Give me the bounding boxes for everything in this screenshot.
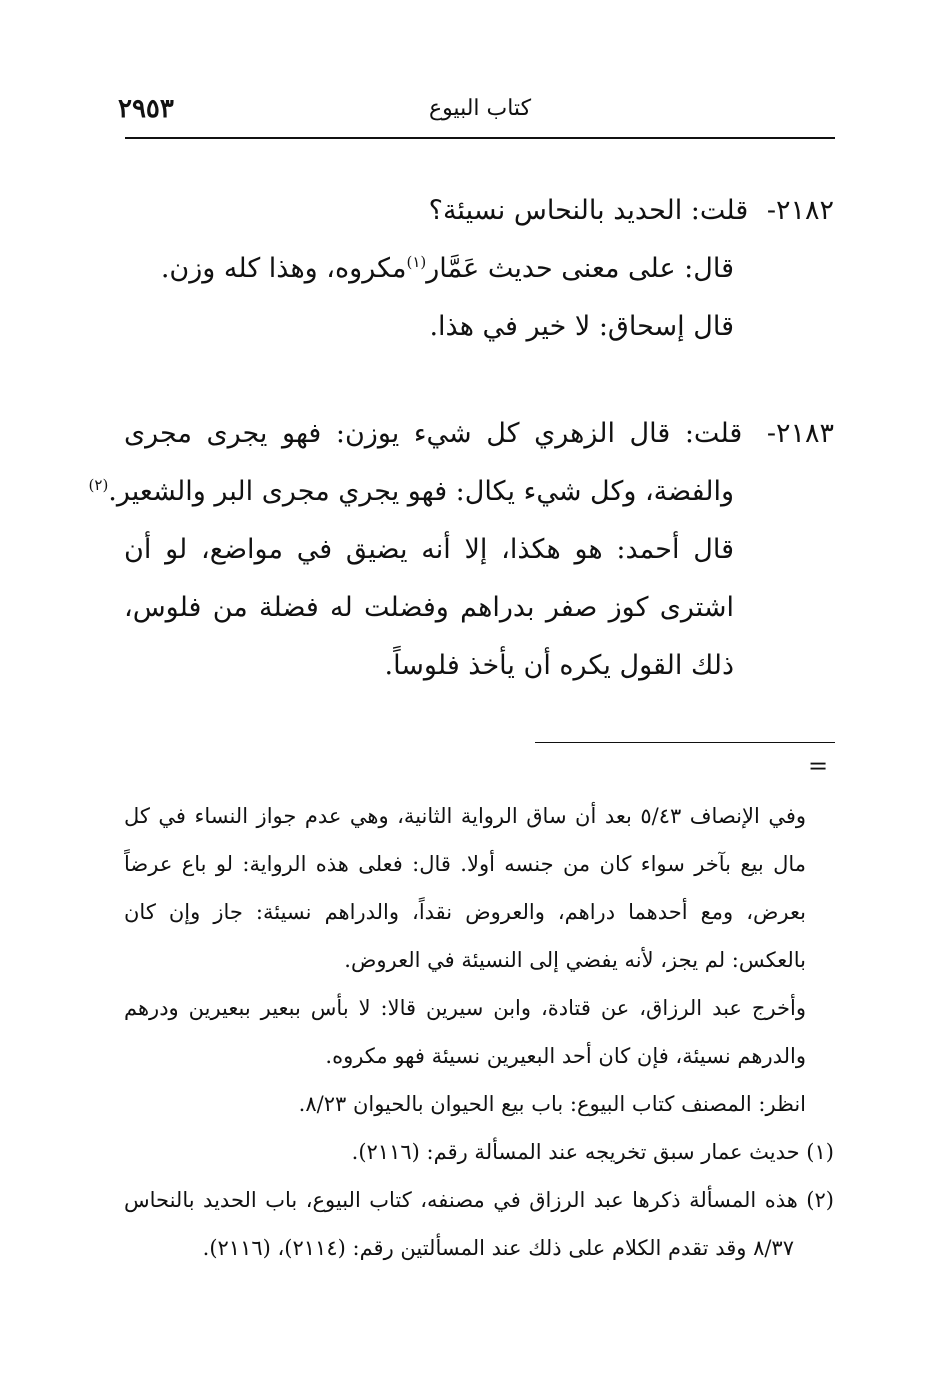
entry-line: قال أحمد: هو هكذا، إلا أنه يضيق في مواضع، لو أن: [124, 534, 734, 565]
header-rule: [125, 137, 835, 139]
entry-line: اشترى كوز صفر بدراهم وفضلت له فضلة من فلوس،: [124, 592, 734, 623]
entry-text: قال: على معنى حديث عَمَّار: [426, 253, 734, 284]
entry-2183: [88, 405, 834, 695]
entry-line: [124, 405, 834, 463]
entry-number: ٢١٨٢-: [766, 195, 834, 226]
entry-line: ذلك القول يكره أن يأخذ فلوساً.: [384, 650, 734, 681]
footnote-line: (١) حديث عمار سبق تخريجه عند المسألة رقم: (٢١١٦).: [351, 1140, 834, 1164]
footnote-line: ٨/٣٧ وقد تقدم الكلام على ذلك عند المسألتين رقم: (٢١١٤)، (٢١١٦).: [202, 1236, 794, 1260]
entry-line: [88, 463, 834, 521]
footnote-line: وأخرج عبد الرزاق، عن قتادة، وابن سيرين قالا: لا بأس ببعير ببعيرين ودرهم: [124, 996, 806, 1020]
entry-line: [124, 240, 834, 298]
footnote-ref: (٢): [88, 476, 109, 494]
entry-2182: [124, 182, 834, 356]
footnote-continuation-mark: =: [808, 752, 829, 780]
entry-line: قال إسحاق: لا خير في هذا.: [429, 311, 734, 342]
footnote-ref: (١): [406, 253, 427, 271]
footnote-line: وفي الإنصاف ٥/٤٣ بعد أن ساق الرواية الثانية، وهي عدم جواز النساء في كل: [124, 804, 807, 828]
footnote-line: انظر: المصنف كتاب البيوع: باب بيع الحيوان بالحيوان ٨/٢٣.: [298, 1092, 806, 1116]
entry-text: والفضة، وكل شيء يكال: فهو يجري مجرى البر والشعير.: [108, 476, 734, 507]
footnotes: [124, 792, 834, 1272]
entry-text: قلت: الحديد بالنحاس نسيئة؟: [428, 195, 749, 226]
footnote-line: بعرض، ومع أحدهما دراهم، والعروض نقداً، والدراهم نسيئة: جاز وإن كان: [124, 900, 806, 924]
footnote-line: بالعكس: لم يجز، لأنه يفضي إلى النسيئة في العروض.: [344, 948, 806, 972]
page-number: ٢٩٥٣: [118, 94, 174, 124]
entry-line: [124, 182, 834, 240]
footnote-separator: [535, 742, 835, 743]
running-header-title: كتاب البيوع: [428, 96, 532, 121]
entry-text: مكروه، وهذا كله وزن.: [160, 253, 407, 284]
entry-text: قلت: قال الزهري كل شيء يوزن: فهو يجرى مجرى: [124, 418, 743, 449]
footnote-line: مال بيع بآخر سواء كان من جنسه أولا. قال: فعلى هذه الرواية: لو باع عرضاً: [124, 852, 806, 876]
entry-number: ٢١٨٣-: [766, 418, 834, 449]
footnote-line: والدرهم نسيئة، فإن كان أحد البعيرين نسيئة فهو مكروه.: [325, 1044, 806, 1068]
footnote-line: (٢) هذه المسألة ذكرها عبد الرزاق في مصنفه، كتاب البيوع، باب الحديد بالنحاس: [124, 1188, 834, 1212]
